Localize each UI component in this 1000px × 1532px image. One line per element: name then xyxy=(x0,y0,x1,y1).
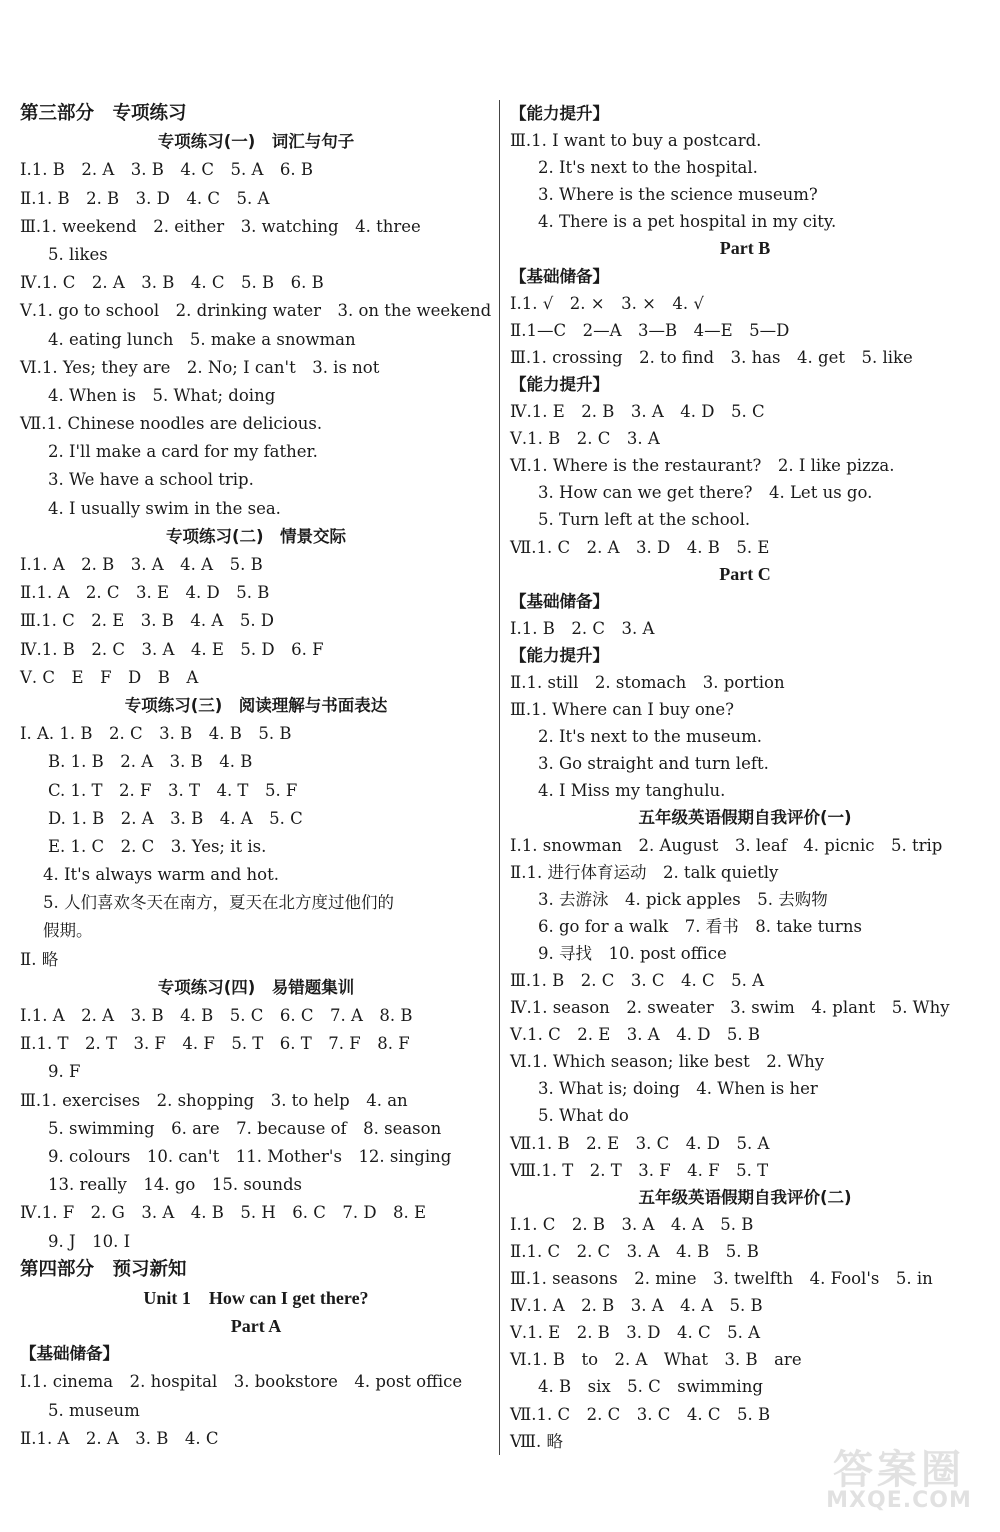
answer-line: Ⅵ.1. Where is the restaurant? 2. I like pizza. xyxy=(510,456,895,476)
answer-line: 4. eating lunch 5. make a snowman xyxy=(48,329,356,349)
tag-heading: 【能力提升】 xyxy=(510,374,609,394)
watermark-logo xyxy=(814,1438,984,1518)
answer-line: 3. We have a school trip. xyxy=(48,470,254,490)
right-column xyxy=(510,100,980,1455)
answer-line: 假期。 xyxy=(43,921,93,941)
answer-line: 4. When is 5. What; doing xyxy=(48,385,276,405)
part-heading: 第四部分 预习新知 xyxy=(20,1258,187,1280)
answer-line: Ⅱ.1. 进行体育运动 2. talk quietly xyxy=(510,862,779,882)
answer-line: Ⅲ.1. weekend 2. either 3. watching 4. three xyxy=(20,216,421,236)
answer-line: 9. J 10. I xyxy=(48,1231,131,1251)
watermark-en: MXQE.COM xyxy=(826,1488,972,1513)
answer-line: 3. 去游泳 4. pick apples 5. 去购物 xyxy=(538,889,828,909)
section-heading: 专项练习(四) 易错题集训 xyxy=(157,977,355,997)
answer-line: Ⅰ.1. C 2. B 3. A 4. A 5. B xyxy=(510,1214,754,1234)
answer-line: Ⅶ.1. C 2. A 3. D 4. B 5. E xyxy=(510,537,770,557)
section-heading: 专项练习(三) 阅读理解与书面表达 xyxy=(124,695,388,715)
answer-line: Ⅰ. A. 1. B 2. C 3. B 4. B 5. B xyxy=(20,724,292,744)
answer-line: 9. 寻找 10. post office xyxy=(538,943,727,963)
answer-line: Ⅶ.1. Chinese noodles are delicious. xyxy=(20,414,323,434)
answer-line: Ⅴ.1. C 2. E 3. A 4. D 5. B xyxy=(510,1025,761,1045)
answer-line: Ⅳ.1. A 2. B 3. A 4. A 5. B xyxy=(510,1296,763,1316)
answer-line: Ⅳ.1. season 2. sweater 3. swim 4. plant 5. Why xyxy=(510,998,950,1018)
answer-line: Ⅲ.1. Where can I buy one? xyxy=(510,700,735,720)
answer-line: 4. There is a pet hospital in my city. xyxy=(538,212,837,232)
answer-line: Ⅷ. 略 xyxy=(510,1431,563,1451)
watermark-cn: 答案圈 xyxy=(833,1447,965,1493)
answer-line: 13. really 14. go 15. sounds xyxy=(48,1175,303,1195)
answer-line: 3. What is; doing 4. When is her xyxy=(538,1079,818,1099)
unit-heading: Part B xyxy=(719,238,771,259)
answer-line: Ⅷ.1. T 2. T 3. F 4. F 5. T xyxy=(510,1160,769,1180)
answer-line: Ⅴ.1. go to school 2. drinking water 3. on the weekend xyxy=(20,301,492,321)
answer-line: 4. B six 5. C swimming xyxy=(538,1377,763,1397)
answer-line: Ⅶ.1. C 2. C 3. C 4. C 5. B xyxy=(510,1404,771,1424)
answer-line: C. 1. T 2. F 3. T 4. T 5. F xyxy=(48,780,298,800)
tag-heading: 【能力提升】 xyxy=(510,104,609,123)
unit-heading: Part C xyxy=(719,563,771,584)
answer-line: Ⅱ.1. C 2. C 3. A 4. B 5. B xyxy=(510,1241,759,1261)
answer-line: 3. Where is the science museum? xyxy=(538,185,818,205)
answer-line: E. 1. C 2. C 3. Yes; it is. xyxy=(48,836,267,856)
answer-line: Ⅰ.1. cinema 2. hospital 3. bookstore 4. post office xyxy=(20,1372,463,1392)
tag-heading: 【基础储备】 xyxy=(510,591,609,611)
answer-line: 2. It's next to the museum. xyxy=(538,727,763,747)
answer-line: 5. museum xyxy=(48,1400,140,1420)
answer-line: Ⅱ.1. B 2. B 3. D 4. C 5. A xyxy=(20,188,270,208)
answer-line: Ⅳ.1. F 2. G 3. A 4. B 5. H 6. C 7. D 8. E xyxy=(20,1203,427,1223)
answer-line: B. 1. B 2. A 3. B 4. B xyxy=(48,752,253,772)
unit-heading: Unit 1 How can I get there? xyxy=(143,1287,369,1308)
section-heading: 五年级英语假期自我评价(一) xyxy=(638,808,852,828)
answer-line: 2. I'll make a card for my father. xyxy=(48,442,318,462)
answer-line: Ⅶ.1. B 2. E 3. C 4. D 5. A xyxy=(510,1133,770,1153)
left-column xyxy=(20,100,492,1453)
section-heading: 专项练习(二) 情景交际 xyxy=(165,526,347,546)
answer-line: Ⅳ.1. B 2. C 3. A 4. E 5. D 6. F xyxy=(20,639,324,659)
tag-heading: 【能力提升】 xyxy=(510,645,609,665)
answer-line: Ⅳ.1. C 2. A 3. B 4. C 5. B 6. B xyxy=(20,273,324,293)
answer-line: Ⅰ.1. snowman 2. August 3. leaf 4. picnic 5. trip xyxy=(510,835,943,855)
part-heading: 第三部分 专项练习 xyxy=(20,103,187,124)
tag-heading: 【基础储备】 xyxy=(510,266,609,286)
answer-line: Ⅲ.1. seasons 2. mine 3. twelfth 4. Fool's 5. in xyxy=(510,1269,933,1289)
answer-line: Ⅲ.1. crossing 2. to find 3. has 4. get 5. like xyxy=(510,347,913,367)
answer-line: Ⅲ.1. I want to buy a postcard. xyxy=(510,131,762,151)
answer-line: Ⅲ.1. B 2. C 3. C 4. C 5. A xyxy=(510,971,765,990)
answer-line: Ⅵ.1. Yes; they are 2. No; I can't 3. is not xyxy=(20,357,380,377)
answer-line: Ⅴ. C E F D B A xyxy=(20,667,199,687)
answer-line: Ⅰ.1. B 2. C 3. A xyxy=(510,618,655,638)
answer-line: 5. swimming 6. are 7. because of 8. season xyxy=(48,1118,442,1138)
answer-line: D. 1. B 2. A 3. B 4. A 5. C xyxy=(48,808,303,828)
column-divider xyxy=(499,100,500,1455)
answer-line: Ⅱ.1. A 2. A 3. B 4. C xyxy=(20,1428,219,1448)
answer-line: 3. How can we get there? 4. Let us go. xyxy=(538,483,873,503)
answer-line: 5. What do xyxy=(538,1106,629,1126)
answer-line: Ⅰ.1. √ 2. × 3. × 4. √ xyxy=(510,293,704,313)
answer-line: Ⅵ.1. Which season; like best 2. Why xyxy=(510,1052,825,1072)
answer-line: Ⅴ.1. E 2. B 3. D 4. C 5. A xyxy=(510,1323,761,1343)
answer-line: Ⅰ.1. A 2. B 3. A 4. A 5. B xyxy=(20,555,263,574)
answer-line: Ⅱ.1. A 2. C 3. E 4. D 5. B xyxy=(20,583,270,603)
answer-line: Ⅱ. 略 xyxy=(20,949,59,969)
answer-line: Ⅰ.1. A 2. A 3. B 4. B 5. C 6. C 7. A 8. B xyxy=(20,1006,413,1025)
answer-line: Ⅱ.1. T 2. T 3. F 4. F 5. T 6. T 7. F 8. F xyxy=(20,1034,410,1054)
answer-line: 2. It's next to the hospital. xyxy=(538,158,758,178)
answer-line: 3. Go straight and turn left. xyxy=(538,754,769,774)
section-heading: 专项练习(一) 词汇与句子 xyxy=(157,132,355,152)
answer-line: 5. 人们喜欢冬天在南方，夏天在北方度过他们的 xyxy=(43,893,394,913)
answer-line: Ⅱ.1—C 2—A 3—B 4—E 5—D xyxy=(510,320,790,340)
unit-heading: Part A xyxy=(230,1316,282,1337)
answer-line: 9. F xyxy=(48,1062,81,1082)
answer-line: 9. colours 10. can't 11. Mother's 12. singing xyxy=(48,1146,452,1166)
answer-line: 4. I usually swim in the sea. xyxy=(48,498,281,518)
answer-line: 6. go for a walk 7. 看书 8. take turns xyxy=(538,916,862,936)
tag-heading: 【基础储备】 xyxy=(20,1344,119,1364)
answer-line: 5. Turn left at the school. xyxy=(538,510,751,530)
answer-line: Ⅳ.1. E 2. B 3. A 4. D 5. C xyxy=(510,402,765,422)
answer-line: Ⅲ.1. C 2. E 3. B 4. A 5. D xyxy=(20,611,275,631)
answer-line: 4. It's always warm and hot. xyxy=(43,865,279,885)
answer-line: Ⅵ.1. B to 2. A What 3. B are xyxy=(510,1350,802,1370)
answer-line: Ⅱ.1. still 2. stomach 3. portion xyxy=(510,672,785,692)
answer-line: Ⅰ.1. B 2. A 3. B 4. C 5. A 6. B xyxy=(20,160,314,180)
section-heading: 五年级英语假期自我评价(二) xyxy=(638,1187,852,1207)
answer-line: 4. I Miss my tanghulu. xyxy=(538,781,726,801)
answer-line: Ⅴ.1. B 2. C 3. A xyxy=(510,429,660,449)
answer-line: Ⅲ.1. exercises 2. shopping 3. to help 4. an xyxy=(20,1090,408,1110)
answer-line: 5. likes xyxy=(48,244,108,264)
